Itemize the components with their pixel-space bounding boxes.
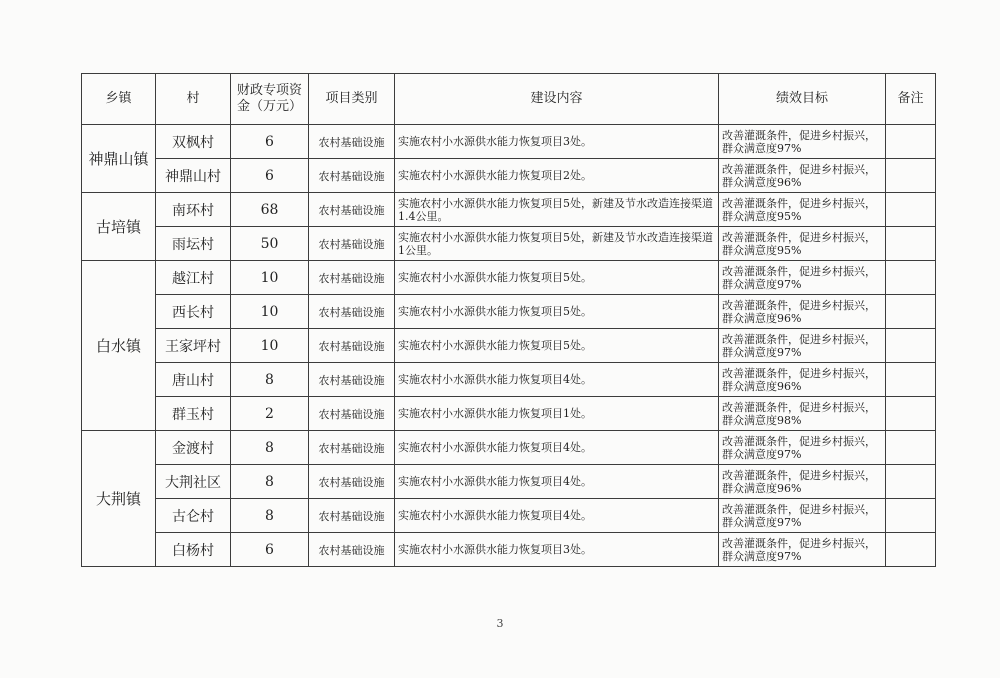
- fund-cell: 6: [231, 533, 309, 567]
- header-note: 备注: [886, 74, 936, 125]
- village-cell: 金渡村: [156, 431, 231, 465]
- note-cell: [886, 329, 936, 363]
- town-cell: 古培镇: [82, 193, 156, 261]
- fund-cell: 2: [231, 397, 309, 431]
- project-type-cell: 农村基础设施: [309, 329, 395, 363]
- header-fund: 财政专项资金（万元）: [231, 74, 309, 125]
- project-type-cell: 农村基础设施: [309, 499, 395, 533]
- note-cell: [886, 193, 936, 227]
- project-type-cell: 农村基础设施: [309, 431, 395, 465]
- goal-cell: 改善灌溉条件，促进乡村振兴，群众满意度96%: [719, 295, 886, 329]
- content-cell: 实施农村小水源供水能力恢复项目3处。: [395, 125, 719, 159]
- content-cell: 实施农村小水源供水能力恢复项目3处。: [395, 533, 719, 567]
- goal-cell: 改善灌溉条件，促进乡村振兴，群众满意度97%: [719, 499, 886, 533]
- table-row: [82, 465, 936, 499]
- project-table: [81, 73, 936, 567]
- town-cell: 大荆镇: [82, 431, 156, 567]
- content-cell: 实施农村小水源供水能力恢复项目5处。: [395, 295, 719, 329]
- village-cell: 白杨村: [156, 533, 231, 567]
- project-type-cell: 农村基础设施: [309, 465, 395, 499]
- table-row: [82, 363, 936, 397]
- project-type-cell: 农村基础设施: [309, 227, 395, 261]
- fund-cell: 10: [231, 261, 309, 295]
- note-cell: [886, 363, 936, 397]
- table-row: [82, 125, 936, 159]
- note-cell: [886, 499, 936, 533]
- table-row: [82, 397, 936, 431]
- header-town: 乡镇: [82, 74, 156, 125]
- village-cell: 神鼎山村: [156, 159, 231, 193]
- fund-cell: 8: [231, 363, 309, 397]
- content-cell: 实施农村小水源供水能力恢复项目4处。: [395, 431, 719, 465]
- table-row: [82, 261, 936, 295]
- village-cell: 南环村: [156, 193, 231, 227]
- table-row: [82, 159, 936, 193]
- note-cell: [886, 227, 936, 261]
- table-row: [82, 193, 936, 227]
- goal-cell: 改善灌溉条件，促进乡村振兴，群众满意度95%: [719, 193, 886, 227]
- town-cell: 神鼎山镇: [82, 125, 156, 193]
- table-row: [82, 329, 936, 363]
- note-cell: [886, 431, 936, 465]
- project-type-cell: 农村基础设施: [309, 125, 395, 159]
- village-cell: 大荆社区: [156, 465, 231, 499]
- project-type-cell: 农村基础设施: [309, 533, 395, 567]
- fund-cell: 68: [231, 193, 309, 227]
- table-row: [82, 227, 936, 261]
- project-type-cell: 农村基础设施: [309, 193, 395, 227]
- header-project-type: 项目类别: [309, 74, 395, 125]
- note-cell: [886, 295, 936, 329]
- goal-cell: 改善灌溉条件，促进乡村振兴，群众满意度96%: [719, 465, 886, 499]
- fund-cell: 6: [231, 159, 309, 193]
- village-cell: 群玉村: [156, 397, 231, 431]
- village-cell: 王家坪村: [156, 329, 231, 363]
- content-cell: 实施农村小水源供水能力恢复项目4处。: [395, 465, 719, 499]
- note-cell: [886, 465, 936, 499]
- goal-cell: 改善灌溉条件，促进乡村振兴，群众满意度97%: [719, 533, 886, 567]
- note-cell: [886, 533, 936, 567]
- content-cell: 实施农村小水源供水能力恢复项目5处。: [395, 329, 719, 363]
- project-type-cell: 农村基础设施: [309, 397, 395, 431]
- town-cell: 白水镇: [82, 261, 156, 431]
- note-cell: [886, 125, 936, 159]
- village-cell: 越江村: [156, 261, 231, 295]
- goal-cell: 改善灌溉条件，促进乡村振兴，群众满意度98%: [719, 397, 886, 431]
- content-cell: 实施农村小水源供水能力恢复项目4处。: [395, 363, 719, 397]
- project-type-cell: 农村基础设施: [309, 159, 395, 193]
- fund-cell: 8: [231, 499, 309, 533]
- table-header-row: [82, 74, 936, 125]
- village-cell: 雨坛村: [156, 227, 231, 261]
- content-cell: 实施农村小水源供水能力恢复项目4处。: [395, 499, 719, 533]
- fund-cell: 8: [231, 431, 309, 465]
- village-cell: 双枫村: [156, 125, 231, 159]
- content-cell: 实施农村小水源供水能力恢复项目5处，新建及节水改造连接渠道1.4公里。: [395, 193, 719, 227]
- table-row: [82, 431, 936, 465]
- project-type-cell: 农村基础设施: [309, 261, 395, 295]
- village-cell: 古仑村: [156, 499, 231, 533]
- content-cell: 实施农村小水源供水能力恢复项目2处。: [395, 159, 719, 193]
- header-content: 建设内容: [395, 74, 719, 125]
- goal-cell: 改善灌溉条件，促进乡村振兴，群众满意度97%: [719, 125, 886, 159]
- table-row: [82, 533, 936, 567]
- header-goal: 绩效目标: [719, 74, 886, 125]
- fund-cell: 10: [231, 329, 309, 363]
- note-cell: [886, 397, 936, 431]
- goal-cell: 改善灌溉条件，促进乡村振兴，群众满意度97%: [719, 329, 886, 363]
- content-cell: 实施农村小水源供水能力恢复项目1处。: [395, 397, 719, 431]
- table-row: [82, 499, 936, 533]
- goal-cell: 改善灌溉条件，促进乡村振兴，群众满意度95%: [719, 227, 886, 261]
- fund-cell: 50: [231, 227, 309, 261]
- note-cell: [886, 261, 936, 295]
- note-cell: [886, 159, 936, 193]
- table-row: [82, 295, 936, 329]
- village-cell: 唐山村: [156, 363, 231, 397]
- village-cell: 西长村: [156, 295, 231, 329]
- content-cell: 实施农村小水源供水能力恢复项目5处。: [395, 261, 719, 295]
- content-cell: 实施农村小水源供水能力恢复项目5处，新建及节水改造连接渠道1公里。: [395, 227, 719, 261]
- fund-cell: 10: [231, 295, 309, 329]
- goal-cell: 改善灌溉条件，促进乡村振兴，群众满意度96%: [719, 363, 886, 397]
- page-number: 3: [496, 617, 504, 630]
- fund-cell: 8: [231, 465, 309, 499]
- goal-cell: 改善灌溉条件，促进乡村振兴，群众满意度97%: [719, 261, 886, 295]
- project-type-cell: 农村基础设施: [309, 295, 395, 329]
- project-type-cell: 农村基础设施: [309, 363, 395, 397]
- header-village: 村: [156, 74, 231, 125]
- goal-cell: 改善灌溉条件，促进乡村振兴，群众满意度97%: [719, 431, 886, 465]
- fund-cell: 6: [231, 125, 309, 159]
- goal-cell: 改善灌溉条件，促进乡村振兴，群众满意度96%: [719, 159, 886, 193]
